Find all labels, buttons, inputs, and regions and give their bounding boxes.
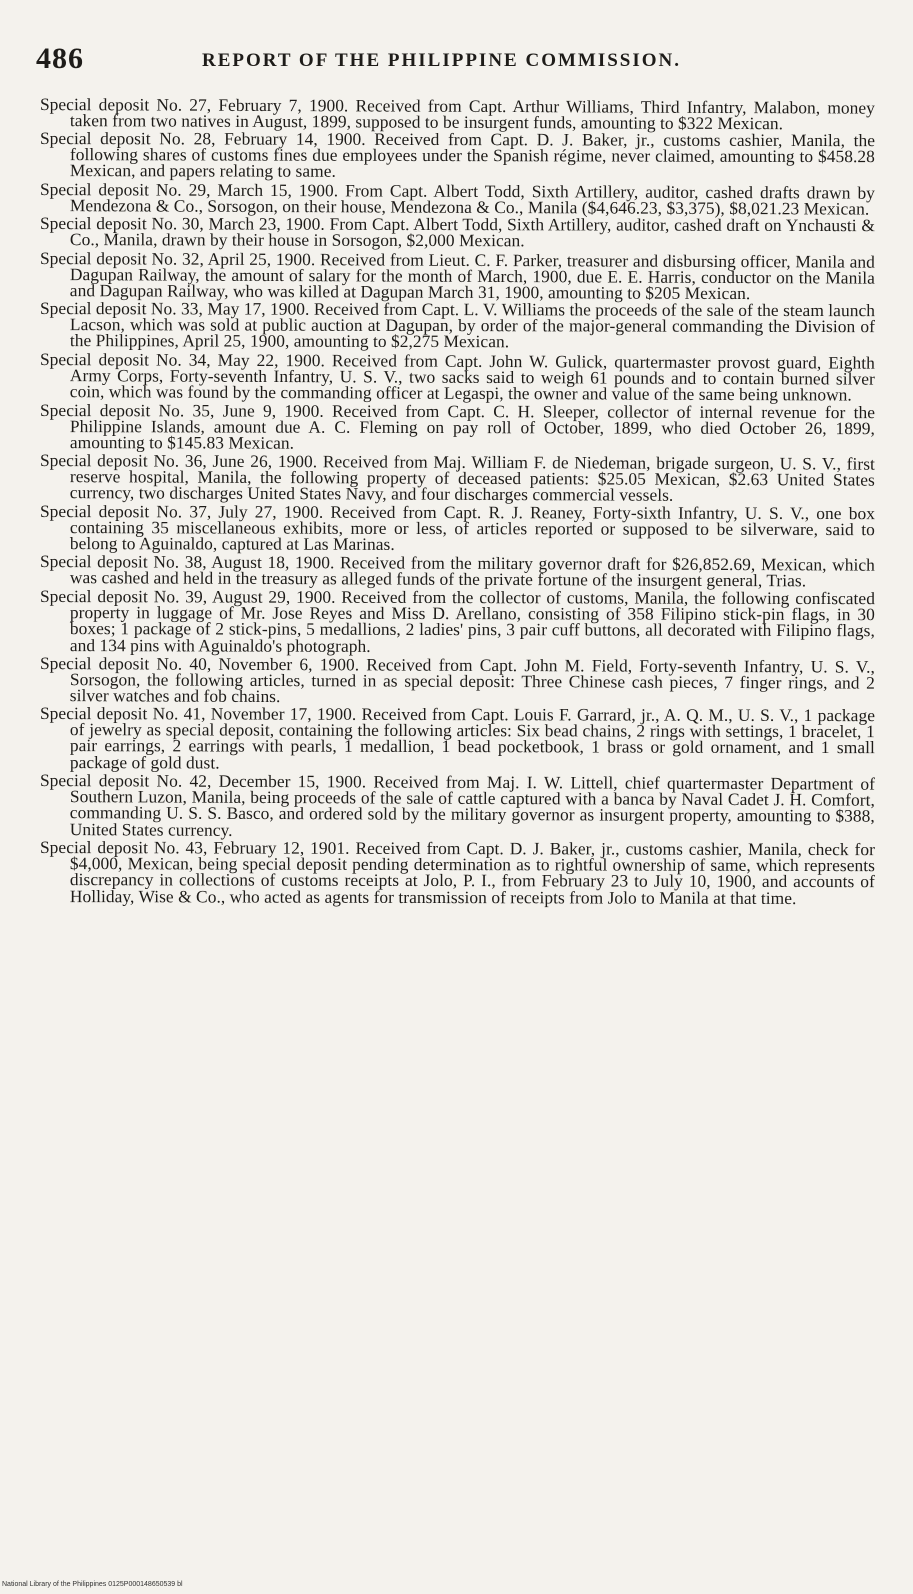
scan-credit: National Library of the Philippines 0125P000148650539 bl — [2, 1581, 183, 1588]
deposit-entry-32: Special deposit No. 32, April 25, 1900. Received from Lieut. C. F. Parker, treasurer and disbursing officer, Manila and Dagupan Railway, the amount of salary for the month of March, 1900, due E. E. Harris, conductor on the Manila and Dagupan Railway, who was killed at Dagupan March 31, 1900, amounting to $205 Mexican. — [39, 247, 876, 304]
deposit-entry-38: Special deposit No. 38, August 18, 1900. Received from the military governor draft for $26,852.69, Mexican, which was cashed and held in the treasury as alleged funds of the private fortune of the insurgent general, Trias. — [39, 551, 876, 592]
deposit-entry-33: Special deposit No. 33, May 17, 1900. Received from Capt. L. V. Williams the proceeds of the sale of the steam launch Lacson, which was sold at public auction at Dagupan, by order of the major-general commanding the Division of the Philippines, April 25, 1900, amounting to $2,275 Mexican. — [39, 298, 876, 353]
running-title: REPORT OF THE PHILIPPINE COMMISSION. — [202, 50, 682, 71]
deposit-entry-39: Special deposit No. 39, August 29, 1900. Received from the collector of customs, Manila, the following confiscated property in luggage of Mr. Jose Reyes and Miss D. Arellano, consisting of 358 Filipino stick-pin flags, in 30 boxes; 1 package of 2 stick-pins, 5 medallions, 2 ladies' pins, 3 pair cuff buttons, all decorated with Filipino flags, and 134 pins with Aguinaldo's photograph. — [39, 585, 876, 656]
deposit-entry-35: Special deposit No. 35, June 9, 1900. Received from Capt. C. H. Sleeper, collector of internal revenue for the Philippine Islands, amount due A. C. Fleming on pay roll of October, 1899, who died October 26, 1899, amounting to $145.83 Mexican. — [39, 399, 876, 453]
deposit-entry-37: Special deposit No. 37, July 27, 1900. Received from Capt. R. J. Reaney, Forty-sixth Infantry, U. S. V., one box containing 35 miscellaneous exhibits, more or less, of articles reported or supposed to be silverware, said to belong to Aguinaldo, captured at Las Marinas. — [39, 500, 876, 555]
deposit-entry-34: Special deposit No. 34, May 22, 1900. Received from Capt. John W. Gulick, quartermaster provost guard, Eighth Army Corps, Forty-seventh Infantry, U. S. V., two sacks said to weigh 61 pounds and to contain burned silver coin, which was found by the commanding officer at Legaspi, the owner and value of the same being unknown. — [39, 349, 876, 405]
deposit-list — [40, 96, 875, 906]
deposit-entry-41: Special deposit No. 41, November 17, 1900. Received from Capt. Louis F. Garrard, jr., A. Q. M., U. S. V., 1 package of jewelry as special deposit, containing the following articles: Six bead chains, 2 rings with settings, 1 bracelet, 1 pair earrings, 2 earrings with pearls, 1 medallion, 1 bead pocketbook, 1 brass or gold ornament, and 1 small package of gold dust. — [39, 703, 876, 773]
deposit-entry-29: Special deposit No. 29, March 15, 1900. From Capt. Albert Todd, Sixth Artillery, auditor, cashed drafts drawn by Mendezona & Co., Sorsogon, on their house, Mendezona & Co., Manila ($4,646.23, $3,375), $8,021.23 Mexican. — [39, 179, 876, 219]
page-header — [36, 42, 876, 82]
deposit-entry-40: Special deposit No. 40, November 6, 1900. Received from Capt. John M. Field, Forty-seventh Infantry, U. S. V., Sorsogon, the following articles, turned in as special deposit: Three Chinese cash pieces, 7 finger rings, and 2 silver watches and fob chains. — [39, 652, 876, 707]
deposit-entry-43: Special deposit No. 43, February 12, 1901. Received from Capt. D. J. Baker, jr., customs cashier, Manila, check for $4,000, Mexican, being special deposit pending determination as to rightful ownership of same, which represents discrepancy in collections of customs receipts at Jolo, P. I., from February 23 to July 10, 1900, and accounts of Holliday, Wise & Co., who acted as agents for transmission of receipts from Jolo to Manila at that time. — [39, 836, 876, 908]
deposit-entry-30: Special deposit No. 30, March 23, 1900. From Capt. Albert Todd, Sixth Artillery, auditor, cashed draft on Ynchausti & Co., Manila, drawn by their house in Sorsogon, $2,000 Mexican. — [39, 213, 876, 251]
page-number: 486 — [36, 42, 84, 75]
deposit-entry-42: Special deposit No. 42, December 15, 1900. Received from Maj. I. W. Littell, chief quartermaster Department of Southern Luzon, Manila, being proceeds of the sale of cattle captured with a banca by Naval Cadet J. H. Comfort, commanding U. S. S. Basco, and ordered sold by the military governor as insurgent property, amounting to $388, United States currency. — [39, 770, 876, 840]
deposit-entry-28: Special deposit No. 28, February 14, 1900. Received from Capt. D. J. Baker, jr., customs cashier, Manila, the following shares of customs fines due employees under the Spanish régime, never claimed, amounting to $458.28 Mexican, and papers relating to same. — [39, 128, 876, 182]
deposit-entry-36: Special deposit No. 36, June 26, 1900. Received from Maj. William F. de Niedeman, brigade surgeon, U. S. V., first reserve hospital, Manila, the following property of deceased patients: $25.05 Mexican, $2.63 United States currency, two discharges United States Navy, and four discharges commercial vessels. — [39, 450, 876, 506]
deposit-entry-27: Special deposit No. 27, February 7, 1900. Received from Capt. Arthur Williams, Third Infantry, Malabon, money taken from two natives in August, 1899, supposed to be insurgent funds, amounting to $322 Mexican. — [39, 94, 876, 134]
